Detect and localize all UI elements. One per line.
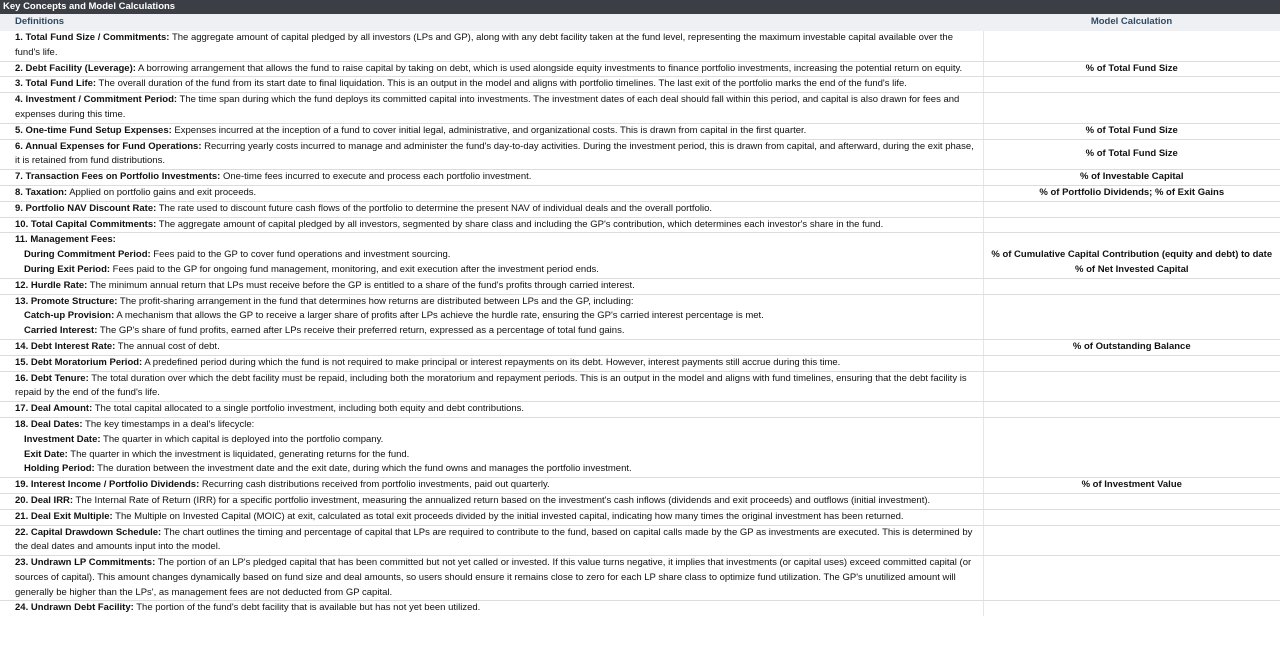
- sheet-title: Key Concepts and Model Calculations: [0, 0, 1280, 14]
- model-calculation-cell: [983, 448, 1280, 463]
- definition-text: The duration between the investment date and the exit date, during which the fund owns and manages the portfolio investment.: [94, 463, 632, 475]
- definition-cell: [0, 139, 983, 170]
- model-calculation-cell: [983, 31, 1280, 61]
- model-calculation-cell: % of Total Fund Size: [983, 139, 1280, 170]
- table-row: [0, 601, 1280, 616]
- model-calculation-cell: [983, 525, 1280, 556]
- definition-term: 13. Promote Structure:: [15, 295, 118, 307]
- model-calculation-cell: [983, 433, 1280, 448]
- model-calculation-cell: [983, 324, 1280, 339]
- definition-cell: [0, 61, 983, 77]
- definition-cell: [0, 309, 983, 324]
- definition-text: The aggregate amount of capital pledged by all investors, segmented by share class and including the GP's contribution, which determines each investor's share in the fund.: [156, 218, 884, 230]
- model-calculation-cell: [983, 217, 1280, 233]
- table-row: [0, 324, 1280, 339]
- definition-term: 1. Total Fund Size / Commitments:: [15, 32, 170, 43]
- table-row: [0, 478, 1280, 494]
- definition-text: The chart outlines the timing and percentage of capital that LPs are required to contribute to the fund, based on capital calls made by the GP as investments are executed. This is determined by the deal dates and amounts input into the model.: [15, 526, 973, 553]
- definition-term: Carried Interest:: [24, 325, 98, 337]
- definition-text: The rate used to discount future cash flows of the portfolio to determine the present NAV of individual deals and the overall portfolio.: [156, 202, 713, 214]
- definition-term: Investment Date:: [24, 433, 101, 445]
- definition-cell: [0, 339, 983, 355]
- table-row: [0, 123, 1280, 139]
- definition-term: 17. Deal Amount:: [15, 403, 93, 415]
- model-calculation-header: Model Calculation: [983, 14, 1280, 31]
- definition-text: Recurring cash distributions received from portfolio investments, paid out quarterly.: [199, 479, 550, 491]
- model-calculation-cell: [983, 355, 1280, 371]
- definition-text: The overall duration of the fund from its start date to final liquidation. This is an output in the model and aligns with portfolio timelines. The last exit of the portfolio marks the end of the fund's life.: [96, 78, 907, 90]
- model-calculation-cell: % of Cumulative Capital Contribution (equity and debt) to date: [983, 248, 1280, 263]
- definition-text: Fees paid to the GP for ongoing fund management, monitoring, and exit execution after the investment period ends.: [110, 263, 599, 275]
- definition-term: 18. Deal Dates:: [15, 418, 83, 430]
- model-calculation-cell: [983, 556, 1280, 601]
- definition-term: During Exit Period:: [24, 263, 111, 275]
- definition-cell: [0, 525, 983, 556]
- model-calculation-cell: [983, 233, 1280, 248]
- model-calculation-cell: % of Investable Capital: [983, 170, 1280, 186]
- table-row: [0, 77, 1280, 93]
- table-row: [0, 278, 1280, 294]
- concepts-table: [0, 14, 1280, 616]
- definition-term: 15. Debt Moratorium Period:: [15, 356, 143, 368]
- table-row: [0, 170, 1280, 186]
- model-calculation-cell: [983, 294, 1280, 309]
- definition-text: The Multiple on Invested Capital (MOIC) at exit, calculated as total exit proceeds divided by the initial invested capital, indicating how many times the original investment has been returned.: [112, 510, 904, 522]
- definition-term: 11. Management Fees:: [15, 234, 116, 246]
- header-row: [0, 14, 1280, 31]
- definition-cell: [0, 201, 983, 217]
- definition-text: Fees paid to the GP to cover fund operations and investment sourcing.: [150, 249, 451, 261]
- model-calculation-cell: % of Investment Value: [983, 478, 1280, 494]
- table-row: [0, 185, 1280, 201]
- table-row: [0, 433, 1280, 448]
- definition-cell: [0, 402, 983, 418]
- definition-cell: [0, 417, 983, 432]
- table-row: [0, 309, 1280, 324]
- table-row: [0, 263, 1280, 278]
- definition-text: The Internal Rate of Return (IRR) for a specific portfolio investment, measuring the annualized return based on the investment's cash inflows (dividends and exit proceeds) and outflows (initial investment).: [73, 494, 931, 506]
- model-calculation-cell: [983, 493, 1280, 509]
- definition-text: A borrowing arrangement that allows the fund to raise capital by taking on debt, which is used alongside equity investments to finance portfolio investments, increasing the potential return on equity.: [135, 62, 963, 74]
- definition-cell: [0, 355, 983, 371]
- definition-term: 19. Interest Income / Portfolio Dividends:: [15, 479, 200, 491]
- table-row: [0, 31, 1280, 61]
- table-row: [0, 402, 1280, 418]
- definition-cell: [0, 185, 983, 201]
- definition-term: 3. Total Fund Life:: [15, 78, 97, 90]
- definition-cell: [0, 433, 983, 448]
- model-calculation-cell: % of Total Fund Size: [983, 61, 1280, 77]
- definition-cell: [0, 31, 983, 61]
- table-row: [0, 294, 1280, 309]
- definition-text: The portion of the fund's debt facility that is available but has not yet been utilized.: [133, 602, 481, 614]
- table-row: [0, 525, 1280, 556]
- table-row: [0, 217, 1280, 233]
- definition-cell: [0, 278, 983, 294]
- model-calculation-cell: [983, 278, 1280, 294]
- definition-term: 10. Total Capital Commitments:: [15, 218, 157, 230]
- definition-term: 14. Debt Interest Rate:: [15, 340, 116, 352]
- definition-text: The total capital allocated to a single portfolio investment, including both equity and debt contributions.: [92, 403, 525, 415]
- table-row: [0, 233, 1280, 248]
- model-calculation-cell: % of Total Fund Size: [983, 123, 1280, 139]
- definition-term: 6. Annual Expenses for Fund Operations:: [15, 140, 202, 152]
- definition-term: 9. Portfolio NAV Discount Rate:: [15, 202, 157, 214]
- definition-term: 12. Hurdle Rate:: [15, 279, 88, 291]
- table-row: [0, 556, 1280, 601]
- definition-cell: [0, 556, 983, 601]
- table-row: [0, 493, 1280, 509]
- definition-term: Holding Period:: [24, 463, 95, 475]
- model-calculation-cell: [983, 509, 1280, 525]
- definition-cell: [0, 294, 983, 309]
- definition-text: A predefined period during which the fund is not required to make principal or interest repayments on its debt. However, interest payments still accrue during this time.: [142, 356, 841, 368]
- definition-text: Expenses incurred at the inception of a fund to cover initial legal, administrative, and organizational costs. This is drawn from capital in the first quarter.: [171, 124, 807, 136]
- definition-text: The aggregate amount of capital pledged by all investors (LPs and GP), along with any debt facility taken at the fund level, representing the maximum investable capital available over the fund's life.: [15, 32, 953, 58]
- definitions-header: Definitions: [0, 14, 983, 31]
- table-row: [0, 339, 1280, 355]
- definition-text: The annual cost of debt.: [115, 340, 220, 352]
- table-row: [0, 371, 1280, 402]
- definition-text: Recurring yearly costs incurred to manage and administer the fund's day-to-day activities. During the investment period, this is drawn from capital, and afterward, during the exit phase, it is retained from fund distributions.: [15, 140, 974, 167]
- definition-cell: [0, 123, 983, 139]
- definition-text: A mechanism that allows the GP to receive a larger share of profits after LPs achieve the hurdle rate, ensuring the GP's carried interest percentage is met.: [114, 310, 764, 322]
- definition-text: The total duration over which the debt facility must be repaid, including both the moratorium and repayment periods. This is an output in the model and aligns with fund timelines, ensuring that the debt facility is repaid by the end of the fund's life.: [15, 372, 967, 399]
- definition-cell: [0, 217, 983, 233]
- model-calculation-cell: [983, 93, 1280, 124]
- definition-cell: [0, 371, 983, 402]
- definition-cell: [0, 248, 983, 263]
- definition-cell: [0, 233, 983, 248]
- definition-term: 2. Debt Facility (Leverage):: [15, 62, 136, 74]
- table-row: [0, 201, 1280, 217]
- definition-cell: [0, 93, 983, 124]
- definition-term: Exit Date:: [24, 448, 68, 460]
- table-row: [0, 448, 1280, 463]
- definition-cell: [0, 601, 983, 616]
- table-row: [0, 93, 1280, 124]
- definition-cell: [0, 263, 983, 278]
- definition-text: The quarter in which capital is deployed into the portfolio company.: [100, 433, 384, 445]
- definition-text: Applied on portfolio gains and exit proceeds.: [67, 186, 257, 198]
- definition-cell: [0, 448, 983, 463]
- definition-term: 7. Transaction Fees on Portfolio Investments:: [15, 171, 221, 183]
- definition-term: 5. One-time Fund Setup Expenses:: [15, 124, 172, 136]
- definition-cell: [0, 493, 983, 509]
- model-calculation-cell: [983, 371, 1280, 402]
- definition-cell: [0, 77, 983, 93]
- definition-cell: [0, 478, 983, 494]
- definition-term: 20. Deal IRR:: [15, 494, 74, 506]
- definition-text: The time span during which the fund deploys its committed capital into investments. The investment dates of each deal should fall within this period, and capital is also drawn for fees and expenses during this time.: [15, 94, 960, 120]
- definition-term: Catch-up Provision:: [24, 310, 115, 322]
- model-calculation-cell: % of Portfolio Dividends; % of Exit Gains: [983, 185, 1280, 201]
- model-calculation-cell: [983, 462, 1280, 477]
- definition-text: The minimum annual return that LPs must receive before the GP is entitled to a share of the fund's profits through carried interest.: [87, 279, 635, 291]
- definition-cell: [0, 509, 983, 525]
- table-row: [0, 139, 1280, 170]
- definition-text: The key timestamps in a deal's lifecycle:: [82, 418, 255, 430]
- definition-term: 22. Capital Drawdown Schedule:: [15, 526, 162, 538]
- definition-text: The profit-sharing arrangement in the fund that determines how returns are distributed between LPs and the GP, including:: [117, 295, 634, 307]
- definition-term: 16. Debt Tenure:: [15, 372, 89, 384]
- table-row: [0, 61, 1280, 77]
- model-calculation-cell: [983, 201, 1280, 217]
- definition-term: During Commitment Period:: [24, 249, 151, 261]
- definition-term: 21. Deal Exit Multiple:: [15, 510, 113, 522]
- definition-cell: [0, 170, 983, 186]
- definition-term: 23. Undrawn LP Commitments:: [15, 557, 156, 569]
- definition-term: 8. Taxation:: [15, 186, 68, 198]
- table-row: [0, 417, 1280, 432]
- model-calculation-cell: [983, 601, 1280, 616]
- model-calculation-cell: [983, 417, 1280, 432]
- definition-term: 24. Undrawn Debt Facility:: [15, 602, 134, 614]
- table-row: [0, 462, 1280, 477]
- table-row: [0, 248, 1280, 263]
- model-calculation-cell: % of Outstanding Balance: [983, 339, 1280, 355]
- model-calculation-cell: [983, 77, 1280, 93]
- model-calculation-cell: [983, 402, 1280, 418]
- table-row: [0, 355, 1280, 371]
- table-row: [0, 509, 1280, 525]
- definition-cell: [0, 462, 983, 477]
- definition-text: The portion of an LP's pledged capital that has been committed but not yet called or invested. If this value turns negative, it implies that investments (or capital uses) exceed committed capital (or sources of capital). This amount changes dynamically based on fund size and deal amounts, so users should ensure it remains close to zero for each LP share class to optimize fund utilization. The GP's unutilized amount will generally be higher than the LPs', as management fees are not deducted from GP capital.: [15, 557, 972, 598]
- definition-cell: [0, 324, 983, 339]
- definition-text: One-time fees incurred to execute and process each portfolio investment.: [220, 171, 532, 183]
- model-calculation-cell: % of Net Invested Capital: [983, 263, 1280, 278]
- model-calculation-cell: [983, 309, 1280, 324]
- definition-text: The quarter in which the investment is liquidated, generating returns for the fund.: [67, 448, 410, 460]
- definition-text: The GP's share of fund profits, earned after LPs receive their preferred return, expressed as a percentage of total fund gains.: [97, 325, 625, 337]
- definition-term: 4. Investment / Commitment Period:: [15, 94, 178, 106]
